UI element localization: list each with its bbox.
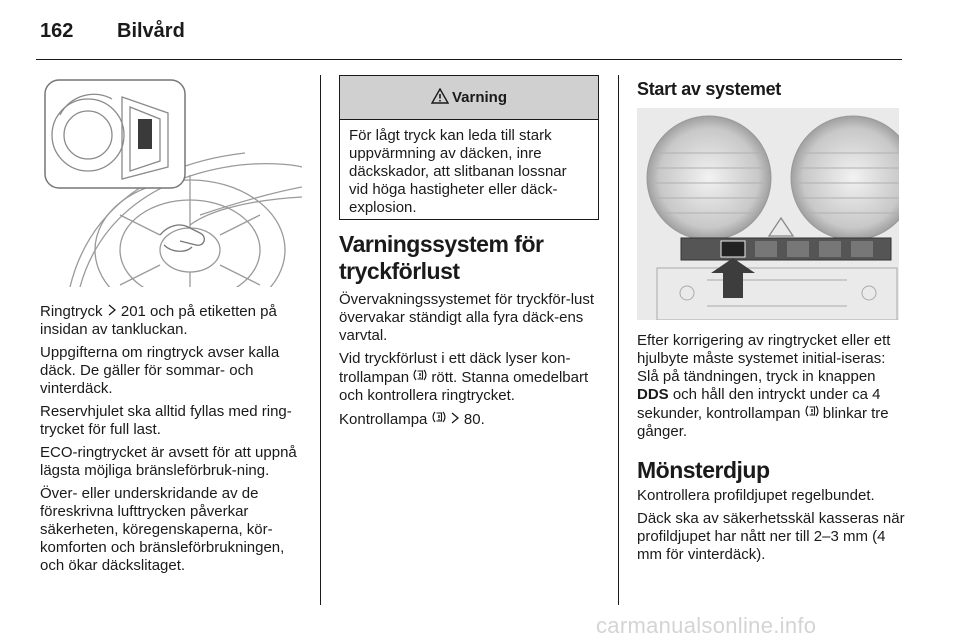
paragraph-monitoring-system: Övervakningssystemet för tryckför-lust övervakar ständigt alla fyra däck-ens varvtal. bbox=[339, 291, 595, 344]
paragraph-system-initialisation: Efter korrigering av ringtrycket eller ett hjulbyte måste systemet initial-iseras: Slå på tändningen, tryck in knappen DDS och håll den intryckt under ca 4 sekunder, kontrollampan blinkar tre gånger. bbox=[637, 332, 891, 440]
column-3-text bbox=[637, 332, 905, 569]
column-divider-right bbox=[618, 75, 619, 605]
paragraph-control-lamp-ref: Kontrollampa 80. bbox=[339, 411, 485, 428]
reference-arrow-icon bbox=[450, 411, 460, 429]
subheading-system-start: Start av systemet bbox=[637, 79, 781, 99]
column-divider-left bbox=[320, 75, 321, 605]
tyre-pressure-warning-icon bbox=[805, 404, 819, 423]
paragraph-discard-tyres: Däck ska av säkerhetsskäl kasseras när profildjupet har nått ner till 2–3 mm (4 mm för vinterdäck). bbox=[637, 510, 905, 563]
paragraph-cold-tyres: Uppgifterna om ringtryck avser kalla däck. De gäller för sommar- och vinterdäck. bbox=[40, 344, 280, 397]
watermark: carmanualsonline.info bbox=[596, 613, 817, 638]
warning-title: Varning bbox=[451, 89, 507, 106]
column-3-subheading bbox=[637, 78, 903, 100]
warning-triangle-icon bbox=[431, 88, 449, 108]
paragraph-over-under-pressure: Över- eller underskridande av de föreskrivna lufttrycken påverkar säkerheten, köregenskaperna, kör-komforten och bränsleförbrukningen, och ökar däckslitaget. bbox=[40, 485, 285, 574]
page-number: 162 bbox=[40, 20, 74, 42]
page-title: Bilvård bbox=[117, 20, 185, 42]
dds-button-label: DDS bbox=[637, 386, 669, 403]
paragraph-spare-wheel: Reservhjulet ska alltid fyllas med ring-trycket för full last. bbox=[40, 403, 292, 438]
page-reference-link[interactable]: 80. bbox=[463, 411, 485, 428]
paragraph-tyre-pressure-ref: Ringtryck 201 och på etiketten på insidan av tankluckan. bbox=[40, 303, 277, 338]
warning-text: För lågt tryck kan leda till stark uppvärmning av däcken, inre däckskador, att slitbanan lossnar vid höga hastigheter eller däck-explosion. bbox=[349, 127, 567, 216]
paragraph-check-tread: Kontrollera profildjupet regelbundet. bbox=[637, 487, 875, 504]
tyre-pressure-warning-icon bbox=[413, 368, 427, 387]
header-rule bbox=[36, 59, 902, 60]
reference-arrow-icon bbox=[107, 303, 117, 321]
column-2-text bbox=[339, 231, 605, 434]
warning-box bbox=[339, 75, 599, 220]
paragraph-pressure-loss-lamp: Vid tryckförlust i ett däck lyser kon-trollampan rött. Stanna omedelbart och kontrollera ringtrycket. bbox=[339, 350, 589, 404]
tyre-filler-flap-illustration bbox=[40, 75, 302, 287]
page-reference-link[interactable]: 201 bbox=[120, 303, 146, 320]
section-heading-pressure-loss: Varningssystem för tryckförlust bbox=[339, 231, 544, 284]
dashboard-dds-button-illustration bbox=[637, 108, 899, 320]
paragraph-eco-pressure: ECO-ringtrycket är avsett för att uppnå lägsta möjliga bränsleförbruk-ning. bbox=[40, 444, 297, 479]
column-1-text bbox=[40, 303, 306, 580]
tyre-pressure-warning-icon bbox=[432, 410, 446, 429]
warning-box-header bbox=[340, 76, 598, 120]
section-heading-tread-depth: Mönsterdjup bbox=[637, 457, 770, 483]
